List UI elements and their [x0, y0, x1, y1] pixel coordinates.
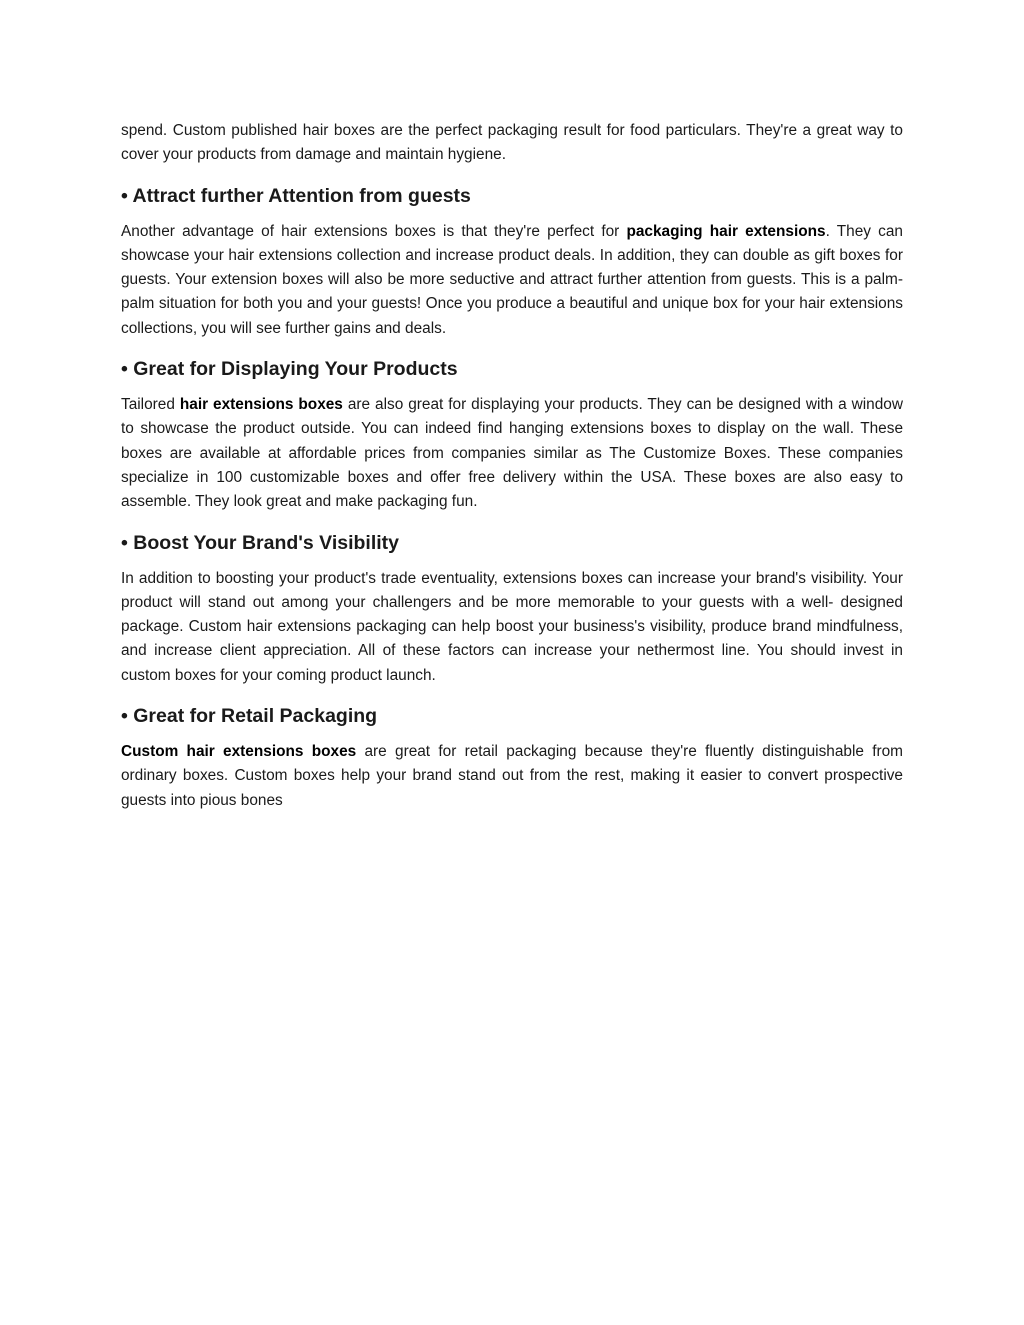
section-paragraph-retail-packaging [121, 740, 903, 813]
paragraph-text: are also great for displaying your products. They can be designed with a window to showcase the product outside. You can indeed find hanging extensions boxes to display on the wall. These boxes are available at affordable prices from companies similar as The Customize Boxes. These companies specialize in 100 customizable boxes and offer free delivery within the USA. These boxes are also easy to assemble. They look great and make packaging fun. [121, 396, 903, 511]
section-heading-brand-visibility: • Boost Your Brand's Visibility [121, 531, 400, 554]
bold-keyword: packaging hair extensions [626, 222, 826, 240]
section-heading-retail-packaging: • Great for Retail Packaging [121, 705, 378, 728]
bold-keyword: Custom hair extensions boxes [121, 743, 357, 761]
paragraph-text: are great for retail packaging because they're fluently distinguishable from ordinary boxes. Custom boxes help your brand stand out from the rest, making it easier to convert prospective guests into pious bones [121, 743, 903, 809]
section-paragraph-brand-visibility: In addition to boosting your product's trade eventuality, extensions boxes can increase your brand's visibility. Your product will stand out among your challengers and be more memorable to your guests with a well- designed package. Custom hair extensions packaging can help boost your business's visibility, produce brand mindfulness, and increase client appreciation. All of these factors can increase your nethermost line. You should invest in custom boxes for your coming product launch. [121, 569, 903, 684]
document-page [121, 119, 903, 813]
paragraph-text: Another advantage of hair extensions boxes is that they're perfect for [121, 222, 627, 240]
section-paragraph-displaying-products [121, 393, 903, 514]
paragraph-text: Tailored [121, 396, 180, 414]
section-paragraph-attract-attention [121, 220, 903, 341]
section-heading-displaying-products: • Great for Displaying Your Products [121, 358, 458, 381]
intro-paragraph: spend. Custom published hair boxes are the perfect packaging result for food particulars. They're a great way to cover your products from damage and maintain hygiene. [121, 122, 903, 164]
section-heading-attract-attention: • Attract further Attention from guests [121, 184, 471, 207]
paragraph-text: . They can showcase your hair extensions collection and increase product deals. In addition, they can double as gift boxes for guests. Your extension boxes will also be more seductive and attract further attention from guests. This is a palm- palm situation for both you and your guests! Once you produce a beautiful and unique box for your hair extensions collections, you will see further gains and deals. [121, 222, 903, 337]
bold-keyword: hair extensions boxes [179, 396, 343, 414]
